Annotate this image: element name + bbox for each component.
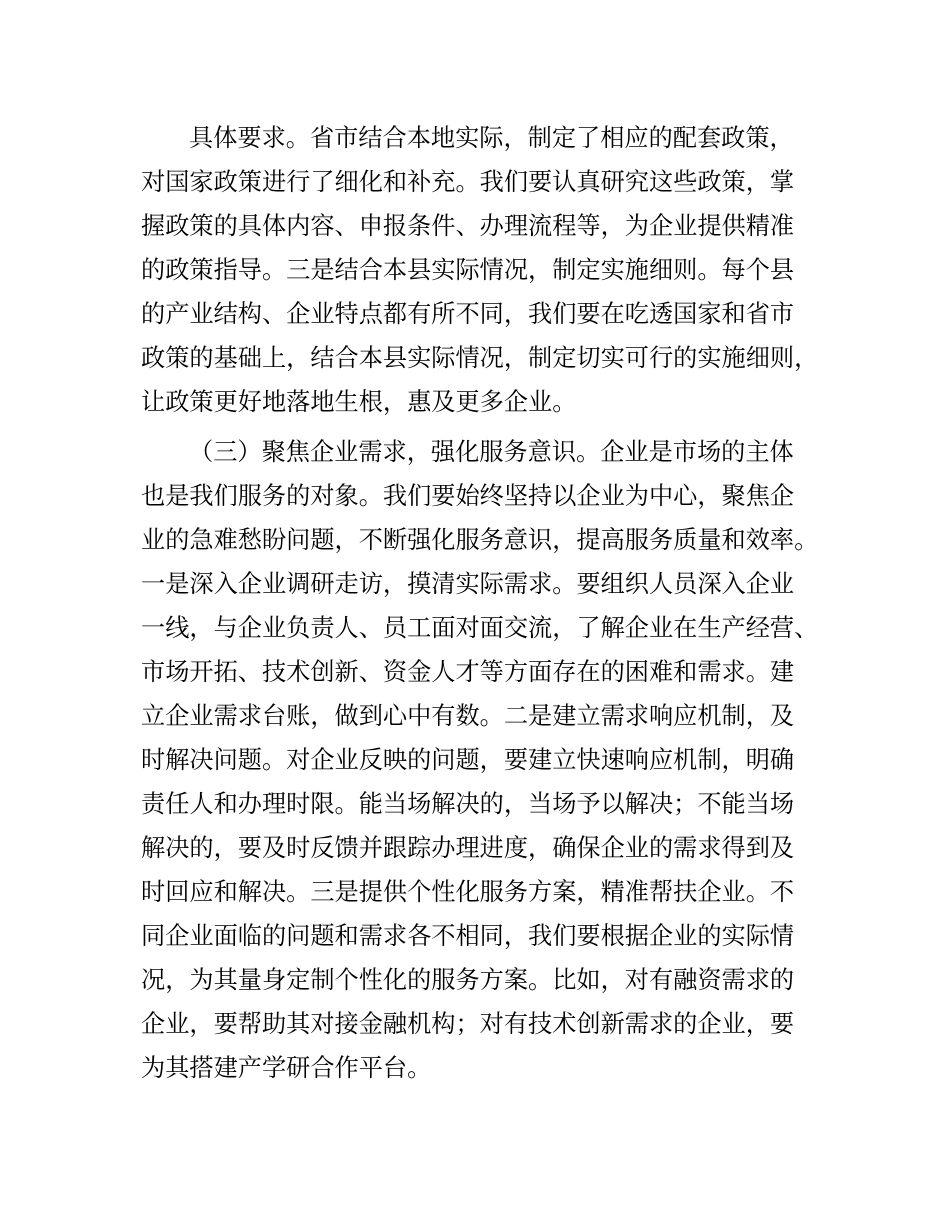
paragraph-2-line-3: 业的急难愁盼问题，不断强化服务意识，提高服务质量和效率。 [141,526,819,554]
paragraph-2-line-1: （三）聚焦企业需求，强化服务意识。企业是市场的主体 [189,438,794,466]
paragraph-2-line-2: 也是我们服务的对象。我们要始终坚持以企业为中心，聚焦企 [141,482,795,510]
paragraph-2-line-4: 一是深入企业调研走访，摸清实际需求。要组织人员深入企业 [141,570,795,598]
paragraph-2-line-15: 为其搭建产学研合作平台。 [141,1054,432,1082]
paragraph-1-line-1: 具体要求。省市结合本地实际，制定了相应的配套政策， [189,124,794,152]
paragraph-2-line-7: 立企业需求台账，做到心中有数。二是建立需求响应机制，及 [141,702,795,730]
paragraph-2-line-11: 时回应和解决。三是提供个性化服务方案，精准帮扶企业。不 [141,878,795,906]
paragraph-1-line-2: 对国家政策进行了细化和补充。我们要认真研究这些政策，掌 [141,168,795,196]
paragraph-1-line-3: 握政策的具体内容、申报条件、办理流程等，为企业提供精准 [141,212,795,240]
paragraph-2-line-13: 况，为其量身定制个性化的服务方案。比如，对有融资需求的 [141,966,795,994]
paragraph-2-line-6: 市场开拓、技术创新、资金人才等方面存在的困难和需求。建 [141,658,795,686]
paragraph-2-line-14: 企业，要帮助其对接金融机构；对有技术创新需求的企业，要 [141,1010,795,1038]
paragraph-2-line-8: 时解决问题。对企业反映的问题，要建立快速响应机制，明确 [141,746,795,774]
paragraph-1-line-5: 的产业结构、企业特点都有所不同，我们要在吃透国家和省市 [141,300,795,328]
paragraph-1-line-7: 让政策更好地落地生根，惠及更多企业。 [141,388,577,416]
paragraph-2-line-9: 责任人和办理时限。能当场解决的，当场予以解决；不能当场 [141,790,795,818]
paragraph-1-line-4: 的政策指导。三是结合本县实际情况，制定实施细则。每个县 [141,256,795,284]
paragraph-2-line-5: 一线，与企业负责人、员工面对面交流，了解企业在生产经营、 [141,614,819,642]
paragraph-2-line-10: 解决的，要及时反馈并跟踪办理进度，确保企业的需求得到及 [141,834,795,862]
paragraph-1-line-6: 政策的基础上，结合本县实际情况，制定切实可行的实施细则， [141,344,819,372]
paragraph-2-line-12: 同企业面临的问题和需求各不相同，我们要根据企业的实际情 [141,922,795,950]
